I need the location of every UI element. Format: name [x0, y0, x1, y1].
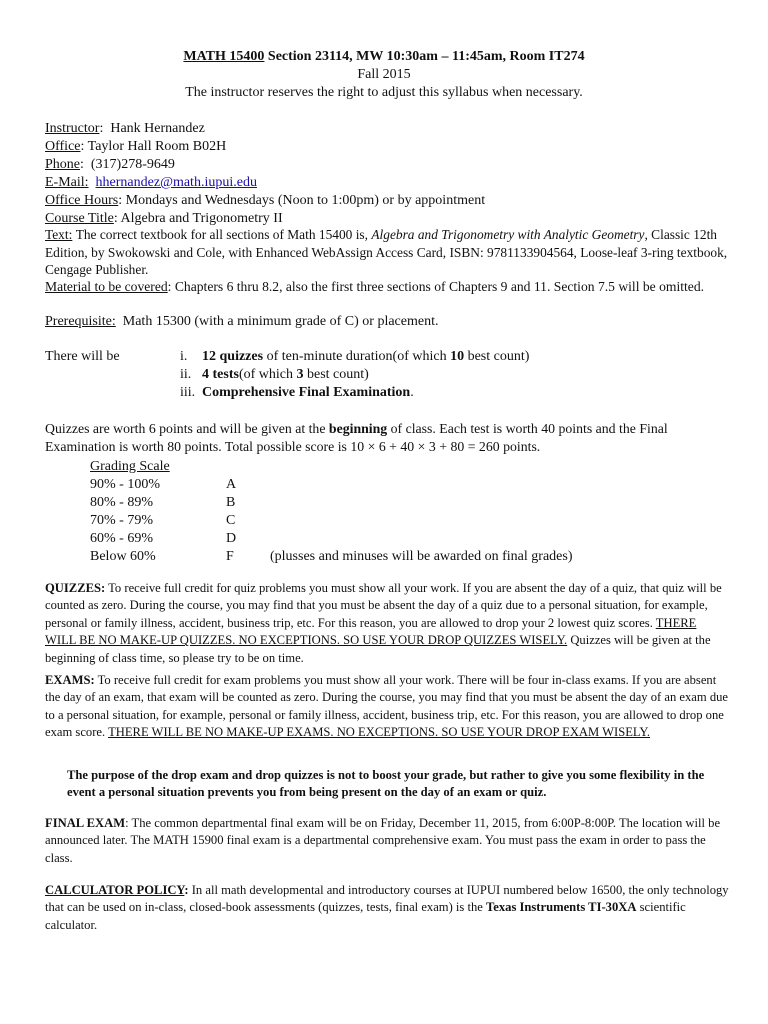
material-paragraph: Material to be covered: Chapters 6 thru 8.2, also the first three sections of Chapters 9 and 11. Section 7.5 will be omitted. [45, 279, 705, 294]
item-text-end: best count) [303, 367, 369, 382]
calculator-colon: : [184, 883, 189, 897]
final-exam-body: : The common departmental final exam will be on Friday, December 11, 2015, from 6:00P-8:00P. The location will be announced later. The MATH 15900 final exam is a departmental comprehensive exam. You must pass the exam in order to pass the class. [45, 816, 721, 865]
instructor-line: Instructor: Hank Hernandez [45, 121, 205, 136]
grade-letter: C [226, 513, 236, 528]
phone-line: Phone: (317)278-9649 [45, 157, 175, 172]
instructor-value: Hank Hernandez [110, 121, 205, 136]
quizzes-body: To receive full credit for quiz problems you must show all your work. If you are absent the day of a quiz, that quiz will be counted as zero. During the course, you may find that you must be absent the day of a quiz due to a personal situation, for example, personal or family illness, accident, business trip, etc. For this reason, you are allowed to drop your 2 lowest quiz scores. [45, 581, 722, 630]
purpose-statement: The purpose of the drop exam and drop quizzes is not to boost your grade, but rather to give you some flexibility in the event a personal situation prevents you from being present on the day of an exam or quiz. [67, 768, 705, 800]
grade-letter: F [226, 549, 234, 564]
exams-label: EXAMS: [45, 673, 95, 687]
text-label: Text: [45, 227, 73, 242]
final-exam-paragraph [45, 815, 730, 867]
grade-range: 70% - 79% [90, 513, 153, 528]
grade-range: Below 60% [90, 549, 156, 564]
office-hours-label: Office Hours [45, 193, 119, 208]
points-paragraph [45, 420, 730, 456]
office-hours-value: Mondays and Wednesdays (Noon to 1:00pm) or by appointment [125, 193, 486, 208]
calculator-label: CALCULATOR POLICY [45, 883, 185, 897]
calculator-body: In all math developmental and introductory courses at IUPUI numbered below 16500, the only technology that can be used on in-class, closed-book assessments (quizzes, tests, final exam) is the [45, 883, 729, 915]
quizzes-label: QUIZZES: [45, 581, 106, 595]
grading-scale-heading: Grading Scale [90, 459, 170, 474]
points-text-2: of class. Each test is worth 40 points and the Final Examination is worth 80 points. Total possible score is 10 × 6 + 40 × 3 + 80 = 260 points. [45, 421, 668, 454]
material-label: Material to be covered [45, 279, 168, 294]
course-heading [0, 48, 768, 66]
disclaimer: The instructor reserves the right to adjust this syllabus when necessary. [185, 85, 583, 100]
section-info: Section 23114, MW 10:30am – 11:45am, Room IT274 [267, 49, 585, 64]
office-value: Taylor Hall Room B02H [87, 139, 227, 154]
item-text-end: best count) [464, 349, 530, 364]
item-text: (of which [238, 367, 297, 382]
grade-letter: B [226, 495, 236, 510]
phone-value: (317)278-9649 [90, 157, 175, 172]
textbook-title: Algebra and Trigonometry with Analytic Geometry [371, 227, 645, 242]
grade-range: 90% - 100% [90, 477, 160, 492]
item-count: 3 [296, 367, 304, 382]
office-hours-line: Office Hours: Mondays and Wednesdays (Noon to 1:00pm) or by appointment [45, 193, 486, 208]
quizzes-policy [45, 580, 730, 667]
item-number: i. [180, 349, 188, 364]
assessment-item-tests [180, 366, 369, 384]
grade-range: 80% - 89% [90, 495, 153, 510]
item-bold: Comprehensive Final Examination [202, 385, 411, 400]
office-line: Office: Taylor Hall Room B02H [45, 139, 227, 154]
course-title-line: Course Title: Algebra and Trigonometry II [45, 211, 283, 226]
grade-range: 60% - 69% [90, 531, 153, 546]
exams-body: To receive full credit for exam problems you must show all your work. There will be four in-class exams. If you are absent the day of an exam, that exam will be counted as zero. During the course, you may find that you must be absent the day of an exam due to a personal situation, for example, personal or family illness, accident, business trip, etc. For this reason, you are allowed to drop one exam score. [45, 673, 729, 740]
textbook-paragraph [45, 226, 730, 279]
calculator-model: Texas Instruments TI-30XA [486, 900, 637, 915]
prerequisite-value: Math 15300 (with a minimum grade of C) or placement. [122, 314, 439, 329]
email-label: E-Mail: [45, 175, 89, 190]
material-value: Chapters 6 thru 8.2, also the first three sections of Chapters 9 and 11. Section 7.5 will be omitted. [174, 279, 705, 294]
grade-letter: D [226, 531, 237, 546]
office-label: Office [45, 139, 81, 154]
exams-policy [45, 672, 730, 742]
final-exam-label: FINAL EXAM [45, 816, 126, 830]
assessment-item-quizzes [180, 348, 529, 366]
phone-label: Phone [45, 157, 80, 172]
course-title-value: Algebra and Trigonometry II [120, 211, 283, 226]
instructor-label: Instructor [45, 121, 100, 136]
item-text: . [410, 385, 414, 400]
term: Fall 2015 [357, 67, 411, 82]
grade-note: (plusses and minuses will be awarded on final grades) [270, 549, 573, 564]
item-text: of ten-minute duration(of which [263, 349, 451, 364]
prerequisite-line [45, 313, 438, 331]
item-bold: 4 tests [202, 367, 239, 382]
course-code: MATH 15400 [183, 49, 265, 64]
prerequisite-label: Prerequisite: [45, 314, 116, 329]
calculator-policy [45, 882, 730, 934]
course-title-label: Course Title [45, 211, 114, 226]
calculator-tail: scientific calculator. [45, 900, 686, 932]
text-part1: The correct textbook for all sections of Math 15400 is, [75, 227, 368, 242]
text-part2: , Classic 12th Edition, by Swokowski and Cole, with Enhanced WebAssign Access Card, ISBN: 9781133904564, Loose-leaf 3-ring textbook, Cengage Publisher. [45, 227, 728, 278]
quizzes-warning: THERE WILL BE NO MAKE-UP QUIZZES. NO EXCEPTIONS. SO USE YOUR DROP QUIZZES WISELY. [45, 615, 697, 648]
assessments-intro: There will be [45, 349, 120, 364]
quizzes-tail: Quizzes will be given at the beginning of class time, so please try to be on time. [45, 633, 711, 665]
exams-warning: THERE WILL BE NO MAKE-UP EXAMS. NO EXCEPTIONS. SO USE YOUR DROP EXAM WISELY. [108, 725, 650, 740]
assessment-item-final [180, 384, 414, 402]
email-line [45, 174, 257, 192]
item-number: iii. [180, 385, 196, 400]
item-bold: 12 quizzes [202, 349, 264, 364]
email-link[interactable]: hhernandez@math.iupui.edu [95, 175, 257, 190]
item-number: ii. [180, 367, 192, 382]
item-count: 10 [450, 349, 465, 364]
points-text-1: Quizzes are worth 6 points and will be given at the [45, 421, 329, 436]
grade-letter: A [226, 477, 237, 492]
points-bold: beginning [328, 421, 388, 436]
